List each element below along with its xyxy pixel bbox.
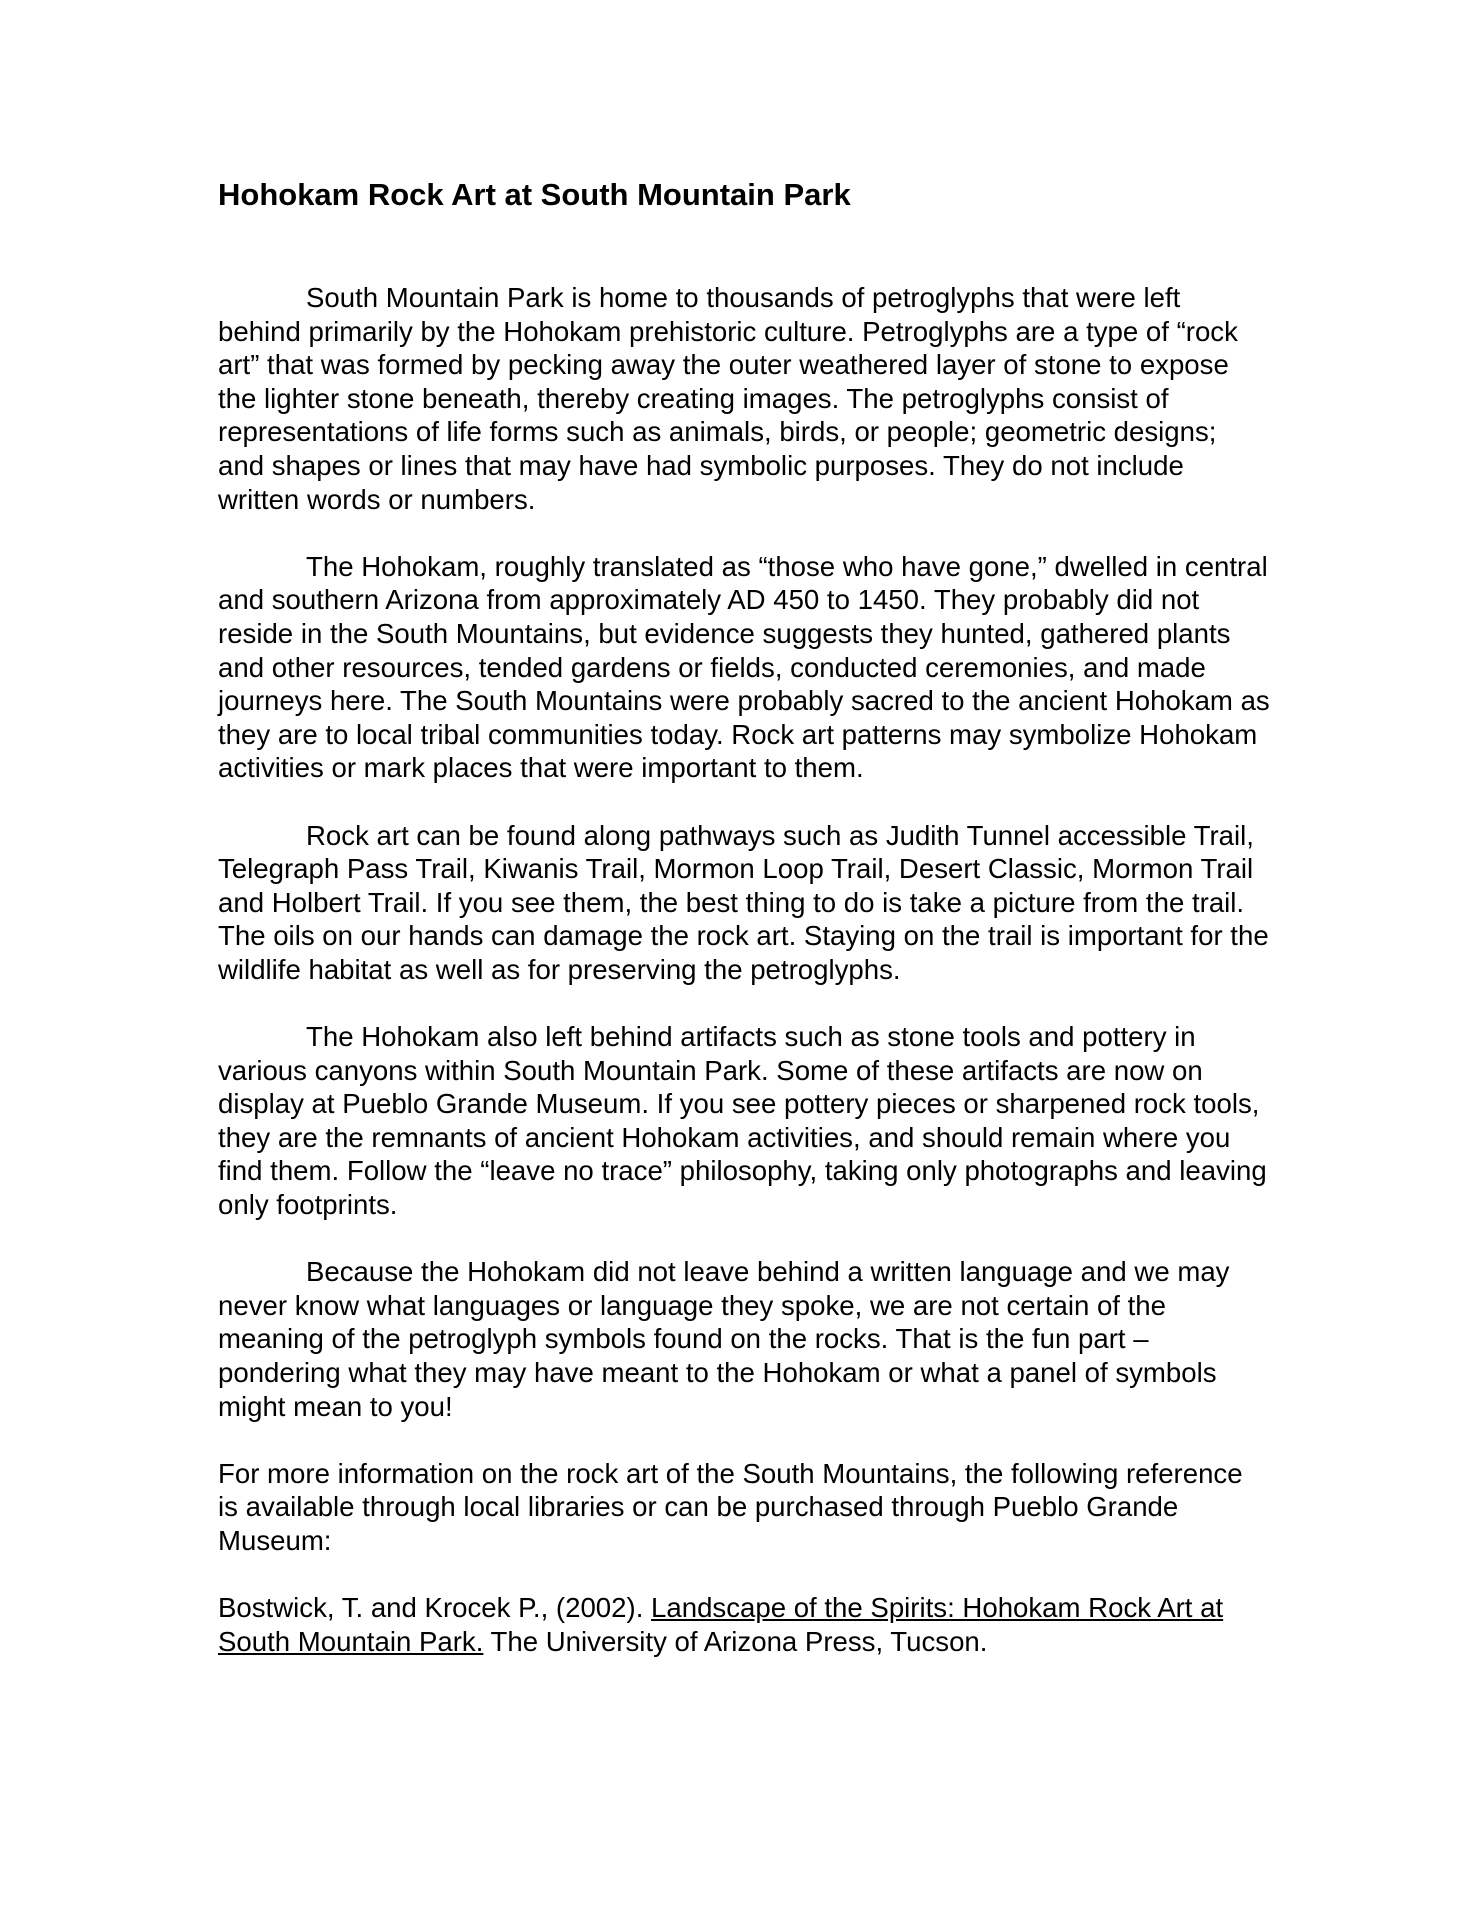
paragraph-petroglyphs-intro: South Mountain Park is home to thousands of petroglyphs that were left behind primarily by the Hohokam prehistoric culture. Petroglyphs are a type of “rock art” that was formed by pecking away the outer weathered layer of stone to expose the lighter stone beneath, thereby creating images. The petroglyphs consist of representations of life forms such as animals, birds, or people; geometric designs; and shapes or lines that may have had symbolic purposes. They do not include written words or numbers. xyxy=(218,282,1238,515)
paragraph-meaning: Because the Hohokam did not leave behind a written language and we may never know what languages or language they spoke, we are not certain of the meaning of the petroglyph symbols found on the rocks. That is the fun part – pondering what they may have meant to the Hohokam or what a panel of symbols might mean to you! xyxy=(218,1256,1230,1422)
paragraph-hohokam-history: The Hohokam, roughly translated as “those who have gone,” dwelled in central and southern Arizona from approximately AD 450 to 1450. They probably did not reside in the South Mountains, but evidence suggests they hunted, gathered plants and other resources, tended gardens or fields, conducted ceremonies, and made journeys here. The South Mountains were probably sacred to the ancient Hohokam as they are to local tribal communities today. Rock art patterns may symbolize Hohokam activities or mark places that were important to them. xyxy=(218,550,1270,784)
paragraph-more-info: For more information on the rock art of the South Mountains, the following reference is available through local libraries or can be purchased through Pueblo Grande Museum: xyxy=(218,1457,1243,1556)
paragraph-artifacts: The Hohokam also left behind artifacts such as stone tools and pottery in various canyons within South Mountain Park. Some of these artifacts are now on display at Pueblo Grande Museum. If you see pottery pieces or sharpened rock tools, they are the remnants of ancient Hohokam activities, and should remain where you find them. Follow the “leave no trace” philosophy, taking only photographs and leaving only footprints. xyxy=(218,1021,1267,1221)
document-body xyxy=(218,281,1270,1692)
paragraph-trails: Rock art can be found along pathways such as Judith Tunnel accessible Trail, Telegraph Pass Trail, Kiwanis Trail, Mormon Loop Trail, Desert Classic, Mormon Trail and Holbert Trail. If you see them, the best thing to do is take a picture from the trail. The oils on our hands can damage the rock art. Staying on the trail is important for the wildlife habitat as well as for preserving the petroglyphs. xyxy=(218,819,1269,985)
reference-citation xyxy=(218,1591,1270,1658)
reference-authors: Bostwick, T. and Krocek P., (2002). xyxy=(218,1592,652,1624)
reference-publisher: The University of Arizona Press, Tucson. xyxy=(483,1625,988,1657)
reference-title: Landscape of the Spirits: Hohokam Rock Art at South Mountain Park. xyxy=(218,1592,1224,1657)
page-title: Hohokam Rock Art at South Mountain Park xyxy=(218,177,851,212)
